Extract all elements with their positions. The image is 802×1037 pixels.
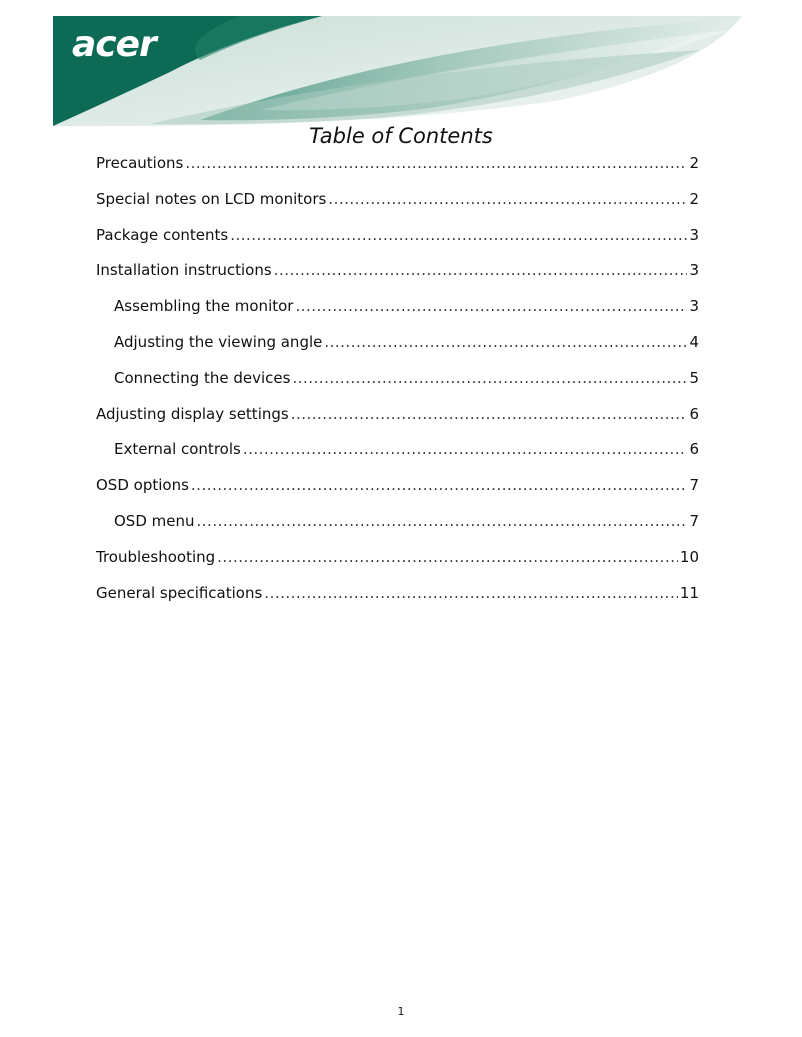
toc-entry[interactable] bbox=[96, 545, 699, 581]
toc-entry-page: 4 bbox=[689, 332, 699, 351]
toc-entry-label: Adjusting display settings bbox=[96, 404, 289, 423]
toc-entry-page: 3 bbox=[689, 261, 699, 280]
toc-entry[interactable] bbox=[96, 402, 699, 438]
toc-entry[interactable] bbox=[96, 473, 699, 509]
toc-entry-label: Connecting the devices bbox=[114, 368, 291, 387]
toc-dot-leader bbox=[230, 223, 687, 247]
toc-entry-label: Troubleshooting bbox=[96, 547, 216, 566]
toc-dot-leader bbox=[292, 366, 687, 390]
toc-dot-leader bbox=[291, 402, 688, 426]
toc-entry-page: 3 bbox=[689, 225, 699, 244]
toc-entry-page: 5 bbox=[689, 368, 699, 387]
toc-entry-page: 7 bbox=[689, 476, 699, 495]
toc-entry-page: 2 bbox=[689, 189, 699, 208]
page-number: 1 bbox=[397, 1005, 405, 1018]
toc-entry[interactable] bbox=[96, 509, 699, 545]
toc-entry-label: OSD menu bbox=[114, 511, 195, 530]
toc-entry-page: 3 bbox=[689, 297, 699, 316]
toc-entry[interactable] bbox=[96, 258, 699, 294]
toc-dot-leader bbox=[197, 509, 688, 533]
toc-entry-label: External controls bbox=[114, 440, 241, 459]
toc-entry-page: 2 bbox=[689, 154, 699, 172]
toc-entry-label: General specifications bbox=[96, 583, 263, 602]
toc-dot-leader bbox=[264, 581, 678, 605]
toc-entry-page: 6 bbox=[689, 404, 699, 423]
acer-banner-graphic bbox=[0, 0, 802, 132]
toc-entry-label: Installation instructions bbox=[96, 261, 272, 280]
toc-dot-leader bbox=[185, 151, 687, 175]
toc-dot-leader bbox=[328, 187, 687, 211]
toc-dot-leader bbox=[295, 294, 687, 318]
toc-entry[interactable] bbox=[96, 581, 699, 617]
toc-list bbox=[96, 151, 699, 616]
toc-dot-leader bbox=[243, 437, 688, 461]
acer-logo: acer bbox=[72, 24, 156, 65]
toc-dot-leader bbox=[324, 330, 687, 354]
toc-entry-page: 7 bbox=[689, 511, 699, 530]
toc-entry-label: OSD options bbox=[96, 476, 189, 495]
toc-entry-label: Assembling the monitor bbox=[114, 297, 294, 316]
toc-dot-leader bbox=[217, 545, 678, 569]
toc-entry[interactable] bbox=[96, 294, 699, 330]
toc-entry-label: Special notes on LCD monitors bbox=[96, 189, 327, 208]
toc-entry[interactable] bbox=[96, 330, 699, 366]
toc-entry[interactable] bbox=[96, 223, 699, 259]
toc-entry[interactable] bbox=[96, 437, 699, 473]
toc-entry-label: Package contents bbox=[96, 225, 229, 244]
toc-entry-label: Adjusting the viewing angle bbox=[114, 332, 323, 351]
toc-entry[interactable] bbox=[96, 366, 699, 402]
toc-entry[interactable] bbox=[96, 151, 699, 187]
toc-entry-page: 10 bbox=[679, 547, 699, 566]
header-banner bbox=[0, 0, 802, 132]
toc-entry[interactable] bbox=[96, 187, 699, 223]
toc-dot-leader bbox=[274, 258, 688, 282]
page-title: Table of Contents bbox=[309, 124, 493, 148]
toc-entry-page: 11 bbox=[679, 583, 699, 602]
toc-entry-label: Precautions bbox=[96, 154, 184, 172]
toc-dot-leader bbox=[191, 473, 688, 497]
toc-entry-page: 6 bbox=[689, 440, 699, 459]
